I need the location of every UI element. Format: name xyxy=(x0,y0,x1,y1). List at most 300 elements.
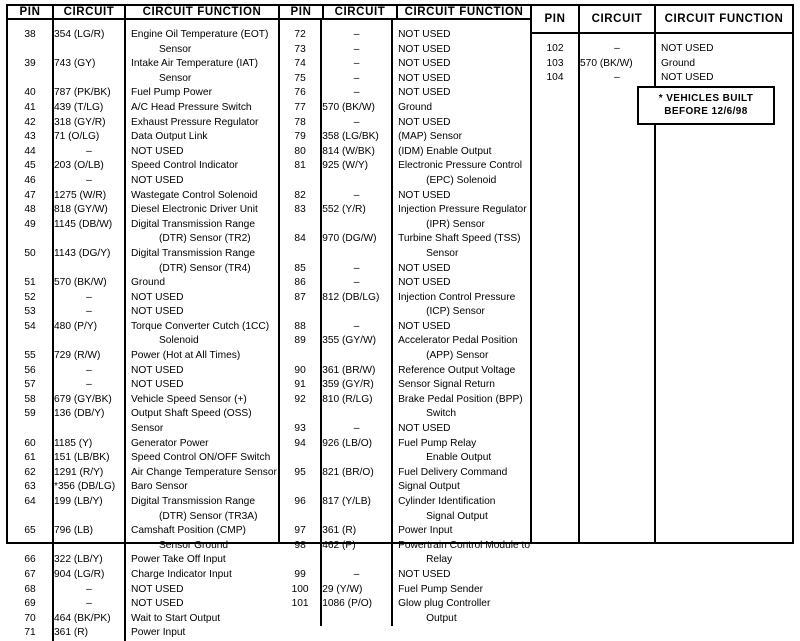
pinout-table xyxy=(6,4,794,639)
function-line: NOT USED xyxy=(398,116,451,128)
circuit-cell: 552 (Y/R) xyxy=(322,204,366,216)
pin-cell: 78 xyxy=(294,116,306,128)
circuit-cell: – xyxy=(86,583,92,595)
circuit-cell: 679 (GY/BK) xyxy=(54,393,112,405)
circuit-cell: 151 (LB/BK) xyxy=(54,452,110,464)
pin-cell: 57 xyxy=(24,379,36,391)
function-cell xyxy=(393,597,530,626)
function-line-continued: Signal Output xyxy=(398,481,460,493)
function-line-continued: Switch xyxy=(426,408,457,420)
function-cell xyxy=(393,86,530,101)
function-cell xyxy=(393,524,530,539)
function-line: Injection Pressure Regulator xyxy=(398,204,527,216)
function-column-2 xyxy=(391,20,530,626)
pin-column-1 xyxy=(8,20,52,641)
function-line-continued: Relay xyxy=(426,554,453,566)
function-line: NOT USED xyxy=(661,43,714,54)
function-cell xyxy=(126,480,278,495)
circuit-cell: – xyxy=(353,29,360,40)
pin-cell: 50 xyxy=(24,247,36,259)
pin-cell: 83 xyxy=(294,204,306,216)
header-circuit-function-1: CIRCUIT FUNCTION xyxy=(124,6,278,18)
pin-cell: 71 xyxy=(24,627,36,639)
function-line: Power Take Off Input xyxy=(131,554,226,566)
pin-cell: 87 xyxy=(294,291,306,303)
function-cell xyxy=(393,437,530,466)
function-line: NOT USED xyxy=(398,58,451,70)
circuit-cell: – xyxy=(86,364,92,376)
pin-cell: 104 xyxy=(546,72,564,84)
function-cell xyxy=(126,451,278,466)
pin-cell: 74 xyxy=(294,58,306,70)
pin-cell: 45 xyxy=(24,160,36,172)
pin-cell: 43 xyxy=(24,131,36,143)
function-line: Speed Control Indicator xyxy=(131,160,239,172)
function-line: NOT USED xyxy=(131,598,184,610)
pin-cell: 67 xyxy=(24,568,36,580)
circuit-cell: – xyxy=(86,291,92,303)
function-line: Fuel Pump Power xyxy=(131,87,212,99)
circuit-cell: – xyxy=(353,320,360,332)
function-cell xyxy=(126,101,278,116)
function-cell xyxy=(393,583,530,598)
pin-cell: 61 xyxy=(24,452,36,464)
circuit-cell: 71 (O/LG) xyxy=(54,131,100,143)
function-line: Reference Output Voltage xyxy=(398,364,516,376)
function-cell xyxy=(393,495,530,524)
header-circuit-function-2: CIRCUIT FUNCTION xyxy=(396,6,530,18)
pin-cell: 91 xyxy=(294,379,306,391)
circuit-cell: 926 (LB/O) xyxy=(322,437,373,449)
function-cell xyxy=(126,583,278,598)
circuit-cell: 812 (DB/LG) xyxy=(322,291,380,303)
function-line: Data Output Link xyxy=(131,131,208,143)
function-line: NOT USED xyxy=(398,29,451,40)
function-cell xyxy=(393,43,530,58)
circuit-cell: 787 (PK/BK) xyxy=(54,87,111,99)
pin-cell: 86 xyxy=(294,277,306,289)
pin-cell: 64 xyxy=(24,496,36,507)
function-column-1 xyxy=(124,20,278,641)
function-cell xyxy=(393,145,530,160)
function-cell xyxy=(126,145,278,160)
function-line: Fuel Delivery Command xyxy=(398,466,508,478)
function-cell xyxy=(393,262,530,277)
function-cell xyxy=(126,378,278,393)
pin-cell: 52 xyxy=(24,291,36,303)
pin-cell: 39 xyxy=(24,58,36,70)
function-line: Speed Control ON/OFF Switch xyxy=(131,452,271,464)
pin-cell: 88 xyxy=(294,320,306,332)
function-line-continued: (DTR) Sensor (TR3A) xyxy=(159,510,258,522)
table-body-1 xyxy=(8,20,278,641)
pin-cell: 56 xyxy=(24,364,36,376)
function-line: NOT USED xyxy=(661,72,714,84)
function-line-continued: (IPR) Sensor xyxy=(426,218,485,230)
pin-block-1 xyxy=(8,6,278,639)
pin-cell: 70 xyxy=(24,612,36,624)
function-cell xyxy=(126,364,278,379)
function-cell xyxy=(126,305,278,320)
function-line: Air Change Temperature Sensor xyxy=(131,466,277,478)
circuit-cell: 570 (BK/W) xyxy=(322,101,375,113)
table-header-row-3 xyxy=(532,6,792,34)
function-line: NOT USED xyxy=(131,145,184,157)
function-cell xyxy=(126,57,278,86)
function-cell xyxy=(393,334,530,363)
function-line: Brake Pedal Position (BPP) xyxy=(398,393,523,405)
circuit-cell: 796 (LB) xyxy=(54,525,94,537)
function-line-continued: (APP) Sensor xyxy=(426,350,489,362)
pin-cell: 103 xyxy=(546,57,564,69)
circuit-cell: 358 (LG/BK) xyxy=(322,131,379,143)
pin-cell: 101 xyxy=(291,598,309,610)
function-line: Ground xyxy=(661,57,695,69)
pin-column-3 xyxy=(532,34,578,542)
pin-cell: 68 xyxy=(24,583,36,595)
pin-cell: 42 xyxy=(24,116,36,128)
function-cell xyxy=(126,466,278,481)
function-line: Wait to Start Output xyxy=(131,612,221,624)
pin-cell: 94 xyxy=(294,437,306,449)
function-cell xyxy=(126,495,278,524)
function-cell xyxy=(393,539,530,568)
pin-cell: 81 xyxy=(294,160,306,172)
circuit-cell: 743 (GY) xyxy=(54,58,96,70)
function-line: Generator Power xyxy=(131,437,209,449)
function-line-continued: Solenoid xyxy=(159,335,199,347)
circuit-cell: – xyxy=(353,72,360,84)
function-line: Turbine Shaft Speed (TSS) xyxy=(398,233,521,245)
function-line: Power (Hot at All Times) xyxy=(131,350,241,362)
function-cell xyxy=(126,437,278,452)
function-cell xyxy=(393,101,530,116)
function-line: Powertrain Control Module to xyxy=(398,539,530,551)
function-line: (IDM) Enable Output xyxy=(398,145,492,157)
function-cell xyxy=(393,422,530,437)
header-circuit-2: CIRCUIT xyxy=(322,6,396,18)
function-line: Engine Oil Temperature (EOT) xyxy=(131,29,269,40)
function-line: (MAP) Sensor xyxy=(398,131,463,143)
circuit-cell: – xyxy=(86,145,92,157)
function-cell xyxy=(656,71,792,86)
circuit-cell: 729 (R/W) xyxy=(54,350,101,362)
function-cell xyxy=(393,72,530,87)
pin-cell: 96 xyxy=(294,496,306,507)
function-cell xyxy=(393,28,530,43)
function-line: NOT USED xyxy=(398,189,451,201)
circuit-cell: 814 (W/BK) xyxy=(322,145,375,157)
circuit-cell: 29 (Y/W) xyxy=(322,583,363,595)
function-cell xyxy=(393,378,530,393)
function-line: NOT USED xyxy=(398,262,451,274)
function-cell xyxy=(393,568,530,583)
circuit-cell: 439 (T/LG) xyxy=(54,101,104,113)
function-cell xyxy=(126,291,278,306)
circuit-cell: 1145 (DB/W) xyxy=(54,218,113,230)
pin-cell: 80 xyxy=(294,145,306,157)
pin-cell: 40 xyxy=(24,87,36,99)
function-cell xyxy=(126,28,278,57)
note-line-2: BEFORE 12/6/98 xyxy=(664,106,748,117)
function-line: NOT USED xyxy=(398,43,451,55)
function-cell xyxy=(126,218,278,247)
function-cell xyxy=(126,130,278,145)
circuit-cell: 1143 (DG/Y) xyxy=(54,247,111,259)
pin-cell: 62 xyxy=(24,466,36,478)
function-line: NOT USED xyxy=(131,306,184,318)
function-line: Ground xyxy=(398,101,433,113)
circuit-cell: 203 (O/LB) xyxy=(54,160,104,172)
function-line: NOT USED xyxy=(398,320,451,332)
circuit-cell: 464 (BK/PK) xyxy=(54,612,111,624)
pin-cell: 99 xyxy=(294,568,306,580)
pin-cell: 102 xyxy=(546,43,564,54)
function-line: Digital Transmission Range xyxy=(131,496,256,507)
function-cell xyxy=(393,203,530,232)
function-cell xyxy=(126,393,278,408)
function-line: Vehicle Speed Sensor (+) xyxy=(131,393,247,405)
circuit-cell: 361 (R) xyxy=(322,525,357,537)
circuit-cell: 361 (BR/W) xyxy=(322,364,376,376)
function-line: Wastegate Control Solenoid xyxy=(131,189,258,201)
function-line-continued: Enable Output xyxy=(426,452,492,464)
function-cell xyxy=(393,130,530,145)
pin-cell: 66 xyxy=(24,554,36,566)
function-line: Accelerator Pedal Position xyxy=(398,335,518,347)
function-line: NOT USED xyxy=(398,87,451,99)
pin-block-3 xyxy=(530,6,792,542)
function-cell xyxy=(126,553,278,568)
pin-cell: 59 xyxy=(24,408,36,420)
table-header-row-1 xyxy=(8,6,278,20)
pin-cell: 90 xyxy=(294,364,306,376)
function-cell xyxy=(126,203,278,218)
circuit-cell: – xyxy=(86,379,92,391)
function-line: Injection Control Pressure xyxy=(398,291,516,303)
pin-cell: 77 xyxy=(294,101,306,113)
function-line: Power Input xyxy=(131,627,186,639)
function-line: Baro Sensor xyxy=(131,481,188,493)
circuit-cell: 1291 (R/Y) xyxy=(54,466,104,478)
function-line-continued: Sensor xyxy=(159,43,192,55)
circuit-cell: – xyxy=(614,43,620,54)
circuit-cell: 318 (GY/R) xyxy=(54,116,106,128)
pin-cell: 46 xyxy=(24,174,36,186)
header-pin-3: PIN xyxy=(544,13,566,25)
pin-cell: 100 xyxy=(291,583,309,595)
function-line-continued: Sensor xyxy=(131,423,164,435)
function-line: Cylinder Identification xyxy=(398,496,496,507)
circuit-cell: 480 (P/Y) xyxy=(54,320,98,332)
pin-cell: 79 xyxy=(294,131,306,143)
circuit-cell: 322 (LB/Y) xyxy=(54,554,103,566)
function-cell xyxy=(393,320,530,335)
circuit-cell: 970 (DG/W) xyxy=(322,233,377,245)
function-line: Ground xyxy=(131,277,165,289)
circuit-cell: 925 (W/Y) xyxy=(322,160,369,172)
vehicles-built-note xyxy=(637,86,775,125)
circuit-cell: – xyxy=(353,116,360,128)
circuit-cell: – xyxy=(353,423,360,435)
header-circuit-3: CIRCUIT xyxy=(578,6,654,32)
function-cell xyxy=(126,159,278,174)
function-line: Glow plug Controller xyxy=(398,598,491,610)
circuit-cell: – xyxy=(353,43,360,55)
circuit-cell: 136 (DB/Y) xyxy=(54,408,105,420)
pin-cell: 75 xyxy=(294,72,306,84)
function-cell xyxy=(126,626,278,641)
function-cell xyxy=(126,276,278,291)
function-line: Sensor Signal Return xyxy=(398,379,495,391)
function-line: Exhaust Pressure Regulator xyxy=(131,116,259,128)
function-line: Fuel Pump Relay xyxy=(398,437,477,449)
pin-cell: 47 xyxy=(24,189,36,201)
function-cell xyxy=(126,524,278,553)
circuit-cell: 821 (BR/O) xyxy=(322,466,374,478)
pin-cell: 73 xyxy=(294,43,306,55)
pin-cell: 54 xyxy=(24,320,36,332)
circuit-cell: – xyxy=(353,189,360,201)
function-cell xyxy=(126,86,278,101)
function-cell xyxy=(393,159,530,188)
circuit-cell: 354 (LG/R) xyxy=(54,29,105,40)
note-line-1: * VEHICLES BUILT xyxy=(658,93,754,104)
function-line: Power Input xyxy=(398,525,453,537)
function-cell xyxy=(126,189,278,204)
function-line: Fuel Pump Sender xyxy=(398,583,484,595)
circuit-cell: 355 (GY/W) xyxy=(322,335,376,347)
function-line: NOT USED xyxy=(398,277,451,289)
circuit-cell: – xyxy=(86,174,92,186)
header-pin-2: PIN xyxy=(290,6,312,18)
function-cell xyxy=(393,393,530,422)
pin-cell: 49 xyxy=(24,218,36,230)
pin-cell: 72 xyxy=(294,29,306,40)
function-line-continued: Signal Output xyxy=(426,510,488,522)
function-line: NOT USED xyxy=(131,583,184,595)
function-cell xyxy=(126,174,278,189)
function-line: Digital Transmission Range xyxy=(131,218,256,230)
circuit-cell: 818 (GY/W) xyxy=(54,204,108,216)
circuit-cell: – xyxy=(86,598,92,610)
circuit-cell: – xyxy=(614,72,620,84)
circuit-cell: 361 (R) xyxy=(54,627,88,639)
function-cell xyxy=(393,364,530,379)
function-cell xyxy=(656,57,792,72)
function-line: NOT USED xyxy=(131,174,184,186)
table-body-2 xyxy=(280,20,530,626)
circuit-cell: – xyxy=(353,568,360,580)
function-cell xyxy=(393,291,530,320)
function-line-continued: Sensor Ground xyxy=(159,539,229,551)
circuit-cell: 1086 (P/O) xyxy=(322,598,373,610)
circuit-cell: 570 (BK/W) xyxy=(580,57,633,69)
circuit-cell: – xyxy=(353,277,360,289)
circuit-cell: 1185 (Y) xyxy=(54,437,93,449)
table-header-row-2 xyxy=(280,6,530,20)
header-circuit-1: CIRCUIT xyxy=(52,6,124,18)
function-line: NOT USED xyxy=(131,379,184,391)
circuit-cell: 462 (P) xyxy=(322,539,356,551)
pin-cell: 92 xyxy=(294,393,306,405)
function-line: NOT USED xyxy=(131,364,184,376)
pin-cell: 82 xyxy=(294,189,306,201)
pin-cell: 44 xyxy=(24,145,36,157)
pin-cell: 51 xyxy=(24,277,36,289)
function-cell xyxy=(393,232,530,261)
circuit-cell: 199 (LB/Y) xyxy=(54,496,103,507)
circuit-cell: *356 (DB/LG) xyxy=(54,481,116,493)
function-line-continued: Sensor xyxy=(426,247,459,259)
function-cell xyxy=(393,466,530,495)
function-line-continued: (DTR) Sensor (TR2) xyxy=(159,233,251,245)
pin-cell: 55 xyxy=(24,350,36,362)
function-line: Electronic Pressure Control xyxy=(398,160,523,172)
function-line: Charge Indicator Input xyxy=(131,568,232,580)
pin-cell: 95 xyxy=(294,466,306,478)
circuit-cell: 817 (Y/LB) xyxy=(322,496,371,507)
function-cell xyxy=(126,320,278,349)
function-line-continued: (EPC) Solenoid xyxy=(426,174,497,186)
pin-cell: 38 xyxy=(24,29,36,40)
pin-cell: 76 xyxy=(294,87,306,99)
function-line-continued: Output xyxy=(426,612,457,624)
pin-cell: 53 xyxy=(24,306,36,318)
function-line-continued: (DTR) Sensor (TR4) xyxy=(159,262,251,274)
function-cell xyxy=(393,276,530,291)
function-line: NOT USED xyxy=(398,72,451,84)
function-line: A/C Head Pressure Switch xyxy=(131,101,252,113)
circuit-cell: 1275 (W/R) xyxy=(54,189,107,201)
pin-cell: 58 xyxy=(24,393,36,405)
pin-cell: 89 xyxy=(294,335,306,347)
pin-cell: 84 xyxy=(294,233,306,245)
circuit-cell: – xyxy=(353,58,360,70)
pin-cell: 60 xyxy=(24,437,36,449)
function-line: Digital Transmission Range xyxy=(131,247,256,259)
pin-column-2 xyxy=(280,20,320,626)
function-line: NOT USED xyxy=(398,568,451,580)
circuit-cell: – xyxy=(353,262,360,274)
function-line: Camshaft Position (CMP) xyxy=(131,525,246,537)
pin-cell: 41 xyxy=(24,101,36,113)
circuit-cell: 904 (LG/R) xyxy=(54,568,105,580)
function-cell xyxy=(393,116,530,131)
pin-cell: 65 xyxy=(24,525,36,537)
function-cell xyxy=(126,116,278,131)
header-pin-1: PIN xyxy=(19,6,41,18)
pin-cell: 48 xyxy=(24,204,36,216)
function-line-continued: Sensor xyxy=(159,72,192,84)
function-line: Output Shaft Speed (OSS) xyxy=(131,408,252,420)
circuit-cell: 810 (R/LG) xyxy=(322,393,373,405)
circuit-cell: 570 (BK/W) xyxy=(54,277,107,289)
header-circuit-function-3: CIRCUIT FUNCTION xyxy=(654,6,792,32)
pin-cell: 98 xyxy=(294,539,306,551)
circuit-cell: – xyxy=(353,87,360,99)
function-cell xyxy=(656,42,792,57)
function-cell xyxy=(393,189,530,204)
function-cell xyxy=(126,407,278,436)
pin-cell: 93 xyxy=(294,423,306,435)
function-line: Torque Converter Cutch (1CC) xyxy=(131,320,270,332)
circuit-column-2 xyxy=(320,20,391,626)
pin-block-2 xyxy=(278,6,530,624)
function-line: Diesel Electronic Driver Unit xyxy=(131,204,258,216)
pin-cell: 85 xyxy=(294,262,306,274)
circuit-cell: – xyxy=(86,306,92,318)
